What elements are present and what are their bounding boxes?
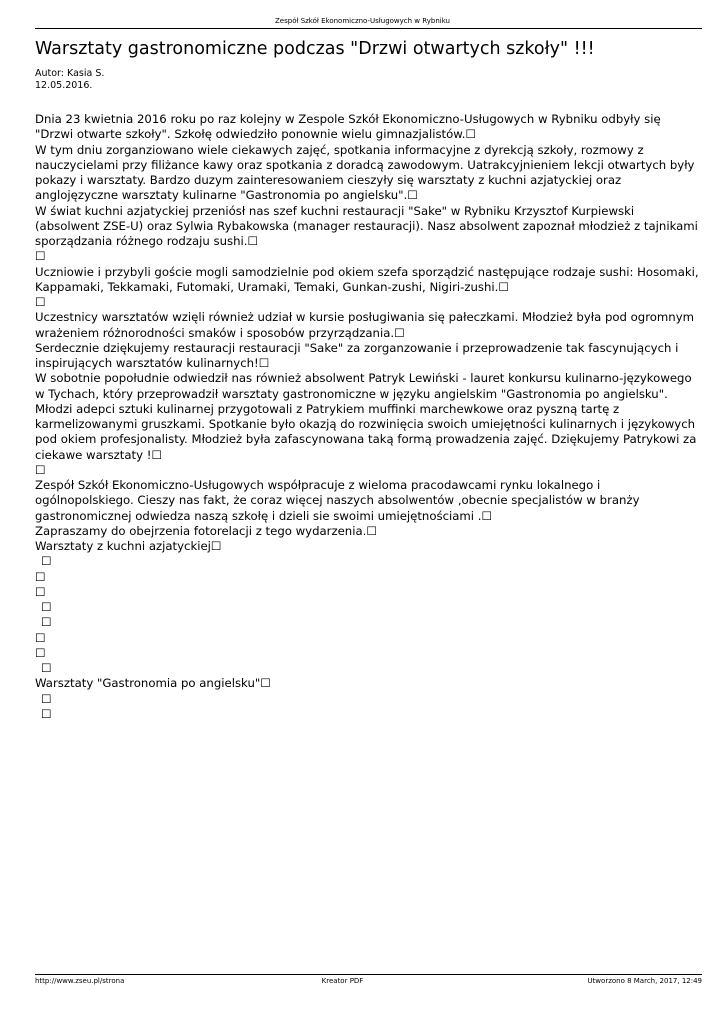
placeholder-box-icon: ☐ — [481, 508, 492, 523]
footer-generator: Kreator PDF — [321, 977, 364, 985]
placeholder-box-icon: ☐ — [210, 539, 222, 553]
placeholder-box-icon: ☐ — [394, 325, 405, 340]
paragraph: W sobotnie popołudnie odwiedził nas również absolwent Patryk Lewiński - lauret konkursu kulinarno-językowego w Tychach, który przeprowadził warsztaty gastronomiczne w języku angielskim "Gastronomia po angielsku". Młodzi adepci sztuki kulinarnej przygotowali z Patrykiem muffinki marchewkowe oraz pyszną tartę z karmelizowanymi gruszkami. Spotkanie było okazją do rozwinięcia swoich umiejętności kulinarnych i językowych pod okiem profesjonalisty. Młodzież była zafascynowana taką formą prowadzenia zajęć. Dziękujemy Patrykowi za ciekawe warsztaty !☐ — [35, 371, 697, 462]
image-placeholder-icon: ☐ — [41, 691, 52, 706]
image-placeholder-icon: ☐ — [41, 661, 52, 675]
header-divider — [35, 28, 702, 29]
placeholder-box-icon: ☐ — [366, 523, 377, 538]
paragraph: Uczniowie i przybyli goście mogli samodzielnie pod okiem szefa sporządzić następujące rodzaje sushi: Hosomaki, Kappamaki, Tekkamaki, Futomaki, Uramaki, Temaki, Gunkan-zushi, Nigiri-zushi.☐ — [35, 264, 699, 294]
paragraph: Zespół Szkół Ekonomiczno-Usługowych współpracuje z wieloma pracodawcami rynku lokalnego i ogólnopolskiego. Cieszy nas fakt, że coraz więcej naszych absolwentów ,obecnie specjalistów w branży gastronomicznej odwiedza naszą szkołę i dzieli sie swoimi umiejętnościami .☐ — [35, 478, 640, 523]
paragraph: W świat kuchni azjatyckiej przeniósł nas szef kuchni restauracji "Sake" w Rybniku Krzysztof Kurpiewski (absolwent ZSE-U) oraz Sylwia Rybakowska (manager restauracji). Nasz absolwent zapoznał młodzież z tajnikami sporządzania różnego rodzaju sushi.☐ — [35, 203, 698, 248]
placeholder-box-icon: ☐ — [151, 447, 162, 462]
placeholder-box-icon: ☐ — [258, 356, 270, 370]
image-placeholder-icon: ☐ — [35, 569, 46, 584]
image-placeholder-icon: ☐ — [35, 630, 46, 645]
gallery-heading: Warsztaty "Gastronomia po angielsku"☐ — [35, 676, 271, 691]
author-line: Autor: Kasia S. — [35, 68, 105, 79]
image-placeholder-icon: ☐ — [41, 706, 52, 721]
placeholder-box-icon: ☐ — [465, 127, 476, 142]
paragraph: Uczestnicy warsztatów wzięli również udział w kursie posługiwania się pałeczkami. Młodzież była pod ogromnym wrażeniem różnorodności smaków i sposobów przyrządzania.☐ — [35, 310, 695, 340]
paragraph: Dnia 23 kwietnia 2016 roku po raz kolejny w Zespole Szkół Ekonomiczno-Usługowych w Rybniku odbyły się "Drzwi otwarte szkoły". Szkołę odwiedziło ponownie wielu gimnazjalistów.☐ — [35, 112, 661, 142]
image-placeholder-icon: ☐ — [41, 615, 52, 630]
placeholder-box-icon: ☐ — [35, 295, 46, 309]
publish-date: 12.05.2016. — [35, 80, 93, 91]
placeholder-box-icon: ☐ — [247, 234, 258, 248]
placeholder-box-icon: ☐ — [407, 188, 418, 203]
article-meta — [35, 68, 104, 92]
paragraph: Zapraszamy do obejrzenia fotorelacji z tego wydarzenia.☐ — [35, 523, 377, 538]
article-body — [35, 112, 702, 722]
paragraph: Serdecznie dziękujemy restauracji restauracji "Sake" za zorganzowanie i przeprowadzenie tak fascynujących i inspirujących warsztatów kulinarnych!☐ — [35, 340, 679, 370]
gallery-heading: Warsztaty z kuchni azjatyckiej☐ — [35, 539, 222, 553]
page-footer — [35, 976, 702, 988]
page-header-school: Zespół Szkół Ekonomiczno-Usługowych w Rybniku — [275, 17, 450, 25]
article-title: Warsztaty gastronomiczne podczas "Drzwi otwartych szkoły" !!! — [35, 39, 595, 59]
placeholder-box-icon: ☐ — [35, 249, 46, 264]
image-placeholder-icon: ☐ — [41, 554, 52, 569]
placeholder-box-icon: ☐ — [35, 462, 46, 477]
footer-created: Utworzono 8 March, 2017, 12:49 — [587, 977, 702, 985]
image-placeholder-icon: ☐ — [41, 600, 52, 614]
image-placeholder-icon: ☐ — [35, 584, 46, 599]
footer-url: http://www.zseu.pl/strona — [35, 977, 125, 985]
placeholder-box-icon: ☐ — [498, 279, 509, 294]
image-placeholder-icon: ☐ — [35, 645, 46, 660]
paragraph: W tym dniu zorganziowano wiele ciekawych zajęć, spotkania informacyjne z dyrekcją szkoły, rozmowy z nauczycielami przy filiżance kawy oraz spotkania z doradcą zawodowym. Uatrakcyjnieniem lekcji otwartych były pokazy i warsztaty. Bardzo duzym zainteresowaniem cieszyły się warsztaty z kuchni azjatyckiej oraz anglojęzyczne warsztaty kulinarne "Gastronomia po angielsku".☐ — [35, 142, 695, 203]
placeholder-box-icon: ☐ — [260, 676, 271, 691]
footer-divider — [35, 974, 702, 975]
